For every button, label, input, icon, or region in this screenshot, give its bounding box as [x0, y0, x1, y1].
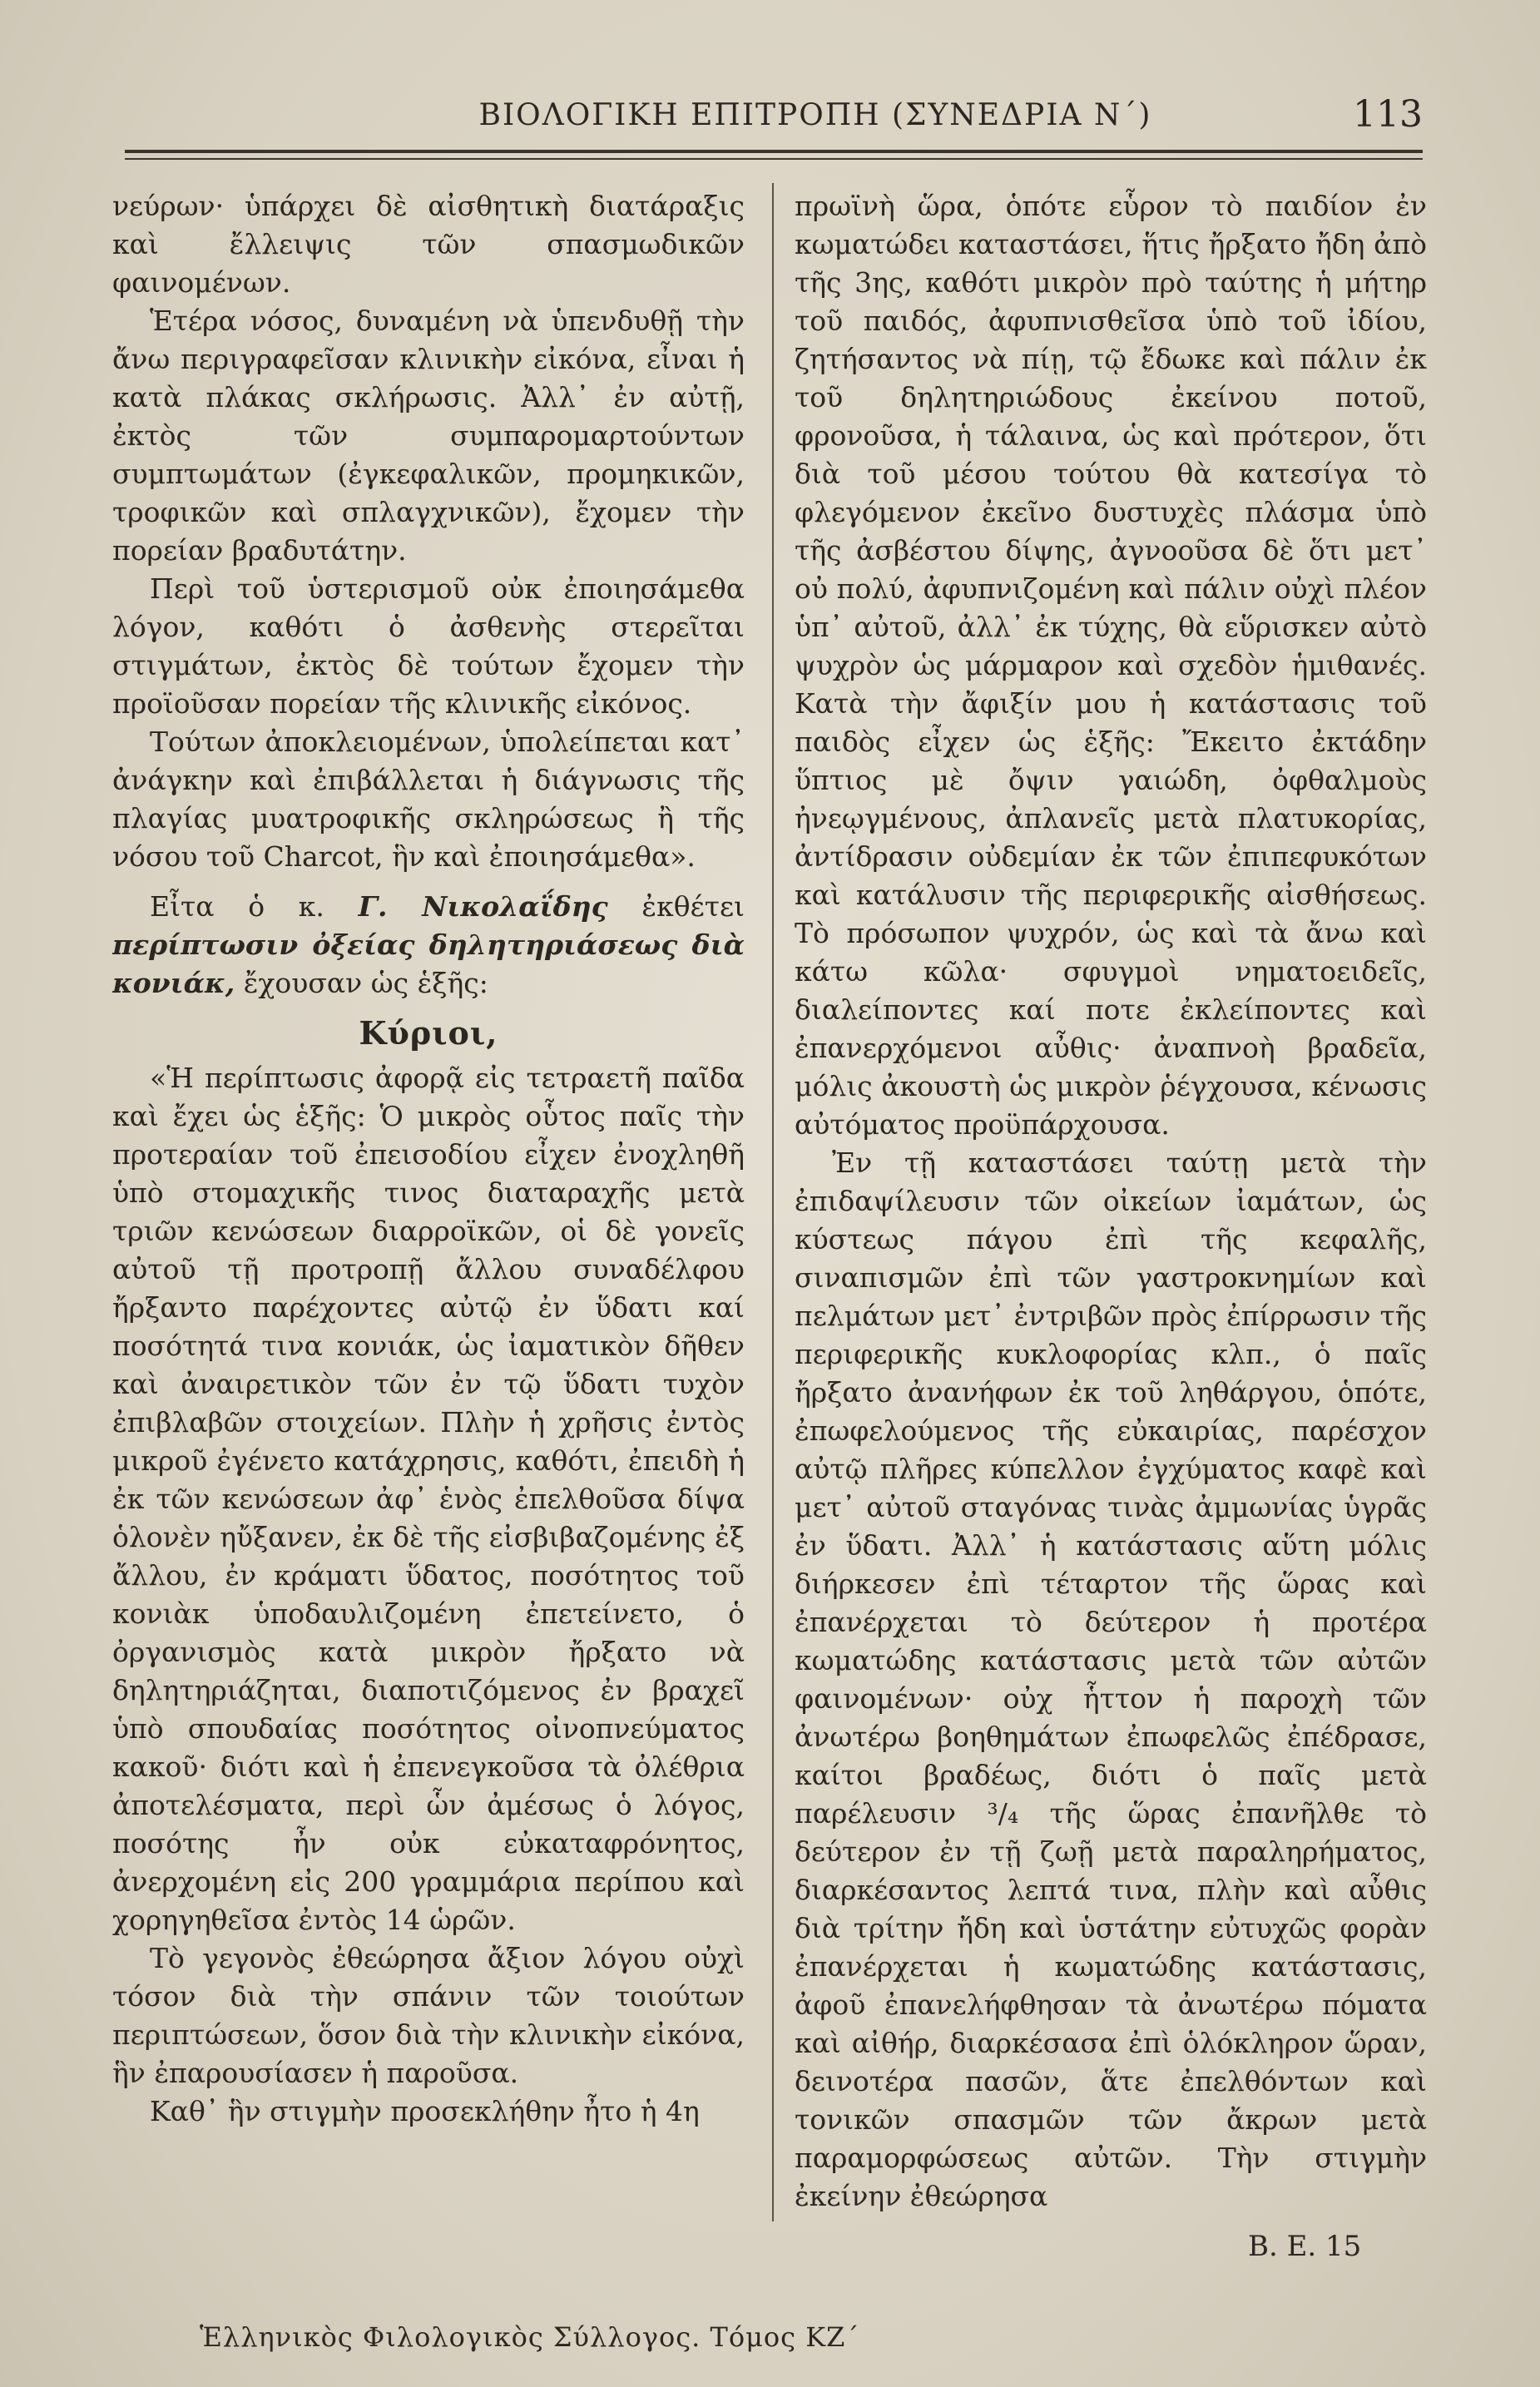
right-paragraph-2: Ἐν τῇ καταστάσει ταύτῃ μετὰ τὴν ἐπιδαψίλευσιν τῶν οἰκείων ἰαμάτων, ὡς κύστεως πάγου ἐπὶ τῆς κεφαλῆς, σιναπισμῶν ἐπὶ τῶν γαστροκνημίων καὶ πελμάτων μετ᾽ ἐντριβῶν πρὸς ἐπίρρωσιν τῆς περιφερικῆς κυκλοφορίας κλπ., ὁ παῖς ἤρξατο ἀνανήφων ἐκ τοῦ ληθάργου, ὁπότε, ἐπωφελούμενος τῆς εὐκαιρίας, παρέσχον αὐτῷ πλῆρες κύπελλον ἐγχύματος καφὲ καὶ μετ᾽ αὐτοῦ σταγόνας τινὰς ἀμμωνίας ὑγρᾶς ἐν ὕδατι. Ἀλλ᾽ ἡ κατάστασις αὕτη μόλις διήρκεσεν ἐπὶ τέταρτον τῆς ὥρας καὶ ἐπανέρχεται τὸ δεύτερον ἡ προτέρα κωματώδης κατάστασις μετὰ τῶν αὐτῶν φαινομένων· οὐχ ἧττον ἡ παροχὴ τῶν ἀνωτέρω βοηθημάτων ἐπωφελῶς ἐπέδρασε, καίτοι βραδέως, διότι ὁ παῖς μετὰ παρέλευσιν ³/₄ τῆς ὥρας ἐπανῆλθε τὸ δεύτερον ἐν τῇ ζωῇ μετὰ παραληρήματος, διαρκέσαντος λεπτά τινα, πλὴν καὶ αὖθις διὰ τρίτην ἤδη καὶ ὑστάτην εὐτυχῶς φορὰν ἐπανέρχεται ἡ κωματώδης κατάστασις, ἀφοῦ ἐπανελήφθησαν τὰ ἀνωτέρω πόματα καὶ αἰθήρ, διαρκέσασα ἐπὶ ὁλόκληρον ὥραν, δεινοτέρα πασῶν, ἅτε ἐπελθόντων καὶ τονικῶν σπασμῶν τῶν ἄκρων μετὰ παραμορφώσεως αὐτῶν. Τὴν στιγμὴν ἐκείνην ἐθεώρησα — [795, 1146, 1427, 2212]
left-paragraph-1: νεύρων· ὑπάρχει δὲ αἰσθητικὴ διατάραξις καὶ ἔλλειψις τῶν σπασμωδικῶν φαινομένων. — [112, 190, 745, 299]
left-paragraph-6: «Ἡ περίπτωσις ἀφορᾷ εἰς τετραετῆ παῖδα καὶ ἔχει ὡς ἑξῆς: Ὁ μικρὸς οὗτος παῖς τὴν προτεραίαν τοῦ ἐπεισοδίου εἶχεν ἐνοχληθῆ ὑπὸ στομαχικῆς τινος διαταραχῆς μετὰ τριῶν κενώσεων διαρροϊκῶν, οἱ δὲ γονεῖς αὐτοῦ τῇ προτροπῇ ἄλλου συναδέλφου ἤρξαντο παρέχοντες αὐτῷ ἐν ὕδατι καί ποσότητά τινα κονιάκ, ὡς ἰαματικὸν δῆθεν καὶ ἀναιρετικὸν τῶν ἐν τῷ ὕδατι τυχὸν ἐπιβλαβῶν στοιχείων. Πλὴν ἡ χρῆσις ἐντὸς μικροῦ ἐγένετο κατάχρησις, καθότι, ἐπειδὴ ἡ ἐκ τῶν κενώσεων ἀφ᾽ ἑνὸς ἐπελθοῦσα δίψα ὁλονὲν ηὔξανεν, ἐκ δὲ τῆς εἰσβιβαζομένης ἐξ ἄλλου, ἐν κράματι ὕδατος, ποσότητος τοῦ κονιὰκ ὑποδαυλιζομένη ἐπετείνετο, ὁ ὀργανισμὸς κατὰ μικρὸν ἤρξατο νὰ δηλητηριάζηται, διαποτιζόμενος ἐν βραχεῖ ὑπὸ σπουδαίας ποσότητος οἰνοπνεύματος κακοῦ· διότι καὶ ἡ ἐπενεγκοῦσα τὰ ὀλέθρια ἀποτελέσματα, περὶ ὧν ἀμέσως ὁ λόγος, ποσότης ἦν οὐκ εὐκαταφρόνητος, ἀνερχομένη εἰς 200 γραμμάρια περίπου καὶ χορηγηθεῖσα ἐντὸς 14 ὡρῶν. — [112, 1062, 745, 1936]
left-paragraph-4: Τούτων ἀποκλειομένων, ὑπολείπεται κατ᾽ ἀνάγκην καὶ ἐπιβάλλεται ἡ διάγνωσις τῆς πλαγίας μυατροφικῆς σκληρώσεως ἢ τῆς νόσου τοῦ Charcot, ἣν καὶ ἐποιησάμεθα». — [112, 726, 745, 873]
right-column — [795, 187, 1427, 2217]
column-divider — [772, 183, 774, 2221]
running-head — [125, 93, 1423, 148]
header-rule-thin — [125, 158, 1423, 160]
intro-tail: ἔχουσαν ὡς ἑξῆς: — [235, 967, 488, 999]
header-rule-thick — [125, 150, 1423, 153]
signature-mark: Β. Ε. 15 — [1248, 2230, 1362, 2263]
left-column — [112, 187, 745, 2317]
case-title: περίπτωσιν ὀξείας δηλητηριάσεως διὰ κονιάκ, — [112, 929, 745, 999]
intro-verb: ἐκθέτει — [607, 890, 745, 923]
speaker-name: Γ. Νικολαΐδης — [358, 890, 608, 923]
footer-imprint: Ἑλληνικὸς Φιλολογικὸς Σύλλογος. Τόμος ΚΖ΄ — [200, 2321, 860, 2353]
left-paragraph-5 — [112, 888, 745, 1003]
salutation-heading: Κύριοι, — [359, 1014, 498, 1052]
left-paragraph-3: Περὶ τοῦ ὑστερισμοῦ οὐκ ἐποιησάμεθα λόγον, καθότι ὁ ἀσθενὴς στερεῖται στιγμάτων, ἐκτὸς δὲ τούτων ἔχομεν τὴν προϊοῦσαν πορείαν τῆς κλινικῆς εἰκόνος. — [112, 572, 745, 720]
intro-text: Εἶτα ὁ κ. — [150, 890, 359, 923]
left-paragraph-7: Τὸ γεγονὸς ἐθεώρησα ἄξιον λόγου οὐχὶ τόσον διὰ τὴν σπάνιν τῶν τοιούτων περιπτώσεων, ὅσον διὰ τὴν κλινικὴν εἰκόνα, ἣν ἐπαρουσίασεν ἡ παροῦσα. — [112, 1942, 745, 2089]
left-paragraph-8: Καθ᾽ ἣν στιγμὴν προσεκλήθην ἦτο ἡ 4η — [150, 2095, 700, 2127]
left-paragraph-2: Ἑτέρα νόσος, δυναμένη νὰ ὑπενδυθῇ τὴν ἄνω περιγραφεῖσαν κλινικὴν εἰκόνα, εἶναι ἡ κατὰ πλάκας σκλήρωσις. Ἀλλ᾽ ἐν αὐτῇ, ἐκτὸς τῶν συμπαρομαρτούντων συμπτωμάτων (ἐγκεφαλικῶν, προμηκικῶν, τροφικῶν καὶ σπλαγχνικῶν), ἔχομεν τὴν πορείαν βραδυτάτην. — [112, 305, 745, 567]
right-paragraph-1: πρωϊνὴ ὥρα, ὁπότε εὗρον τὸ παιδίον ἐν κωματώδει καταστάσει, ἥτις ἤρξατο ἤδη ἀπὸ τῆς 3ης, καθότι μικρὸν πρὸ ταύτης ἡ μήτηρ τοῦ παιδός, ἀφυπνισθεῖσα ὑπὸ τοῦ ἰδίου, ζητήσαντος νὰ πίῃ, τῷ ἔδωκε καὶ πάλιν ἐκ τοῦ δηλητηριώδους ἐκείνου ποτοῦ, φρονοῦσα, ἡ τάλαινα, ὡς καὶ πρότερον, ὅτι διὰ τοῦ μέσου τούτου θὰ κατεσίγα τὸ φλεγόμενον ἐκεῖνο δυστυχὲς πλάσμα ὑπὸ τῆς ἀσβέστου δίψης, ἀγνοοῦσα δὲ ὅτι μετ᾽ οὐ πολύ, ἀφυπνιζομένη καὶ πάλιν οὐχὶ πλέον ὑπ᾽ αὐτοῦ, ἀλλ᾽ ἐκ τύχης, θὰ εὕρισκεν αὐτὸ ψυχρὸν ὡς μάρμαρον καὶ σχεδὸν ἡμιθανές. Κατὰ τὴν ἄφιξίν μου ἡ κατάστασις τοῦ παιδὸς εἶχεν ὡς ἑξῆς: Ἔκειτο ἐκτάδην ὕπτιος μὲ ὄψιν γαιώδη, ὀφθαλμοὺς ἠνεῳγμένους, ἀπλανεῖς μετὰ πλατυκορίας, ἀντίδρασιν οὐδεμίαν ἐκ τῶν ἐπιπεφυκότων καὶ κατάλυσιν τῆς περιφερικῆς αἰσθήσεως. Τὸ πρόσωπον ψυχρόν, ὡς καὶ τὰ ἄνω καὶ κάτω κῶλα· σφυγμοὶ νηματοειδεῖς, διαλείποντες καί ποτε ἐκλείποντες καὶ ἐπανερχόμενοι αὖθις· ἀναπνοὴ βραδεῖα, μόλις ἀκουστὴ ὡς μικρὸν ῥέγχουσα, κένωσις αὐτόματος προϋπάρχουσα. — [795, 190, 1427, 1141]
running-title: ΒΙΟΛΟΓΙΚΗ ΕΠΙΤΡΟΠΗ (ΣΥΝΕΔΡΙΑ Ν΄) — [478, 98, 1152, 132]
page-number: 113 — [1353, 93, 1423, 136]
